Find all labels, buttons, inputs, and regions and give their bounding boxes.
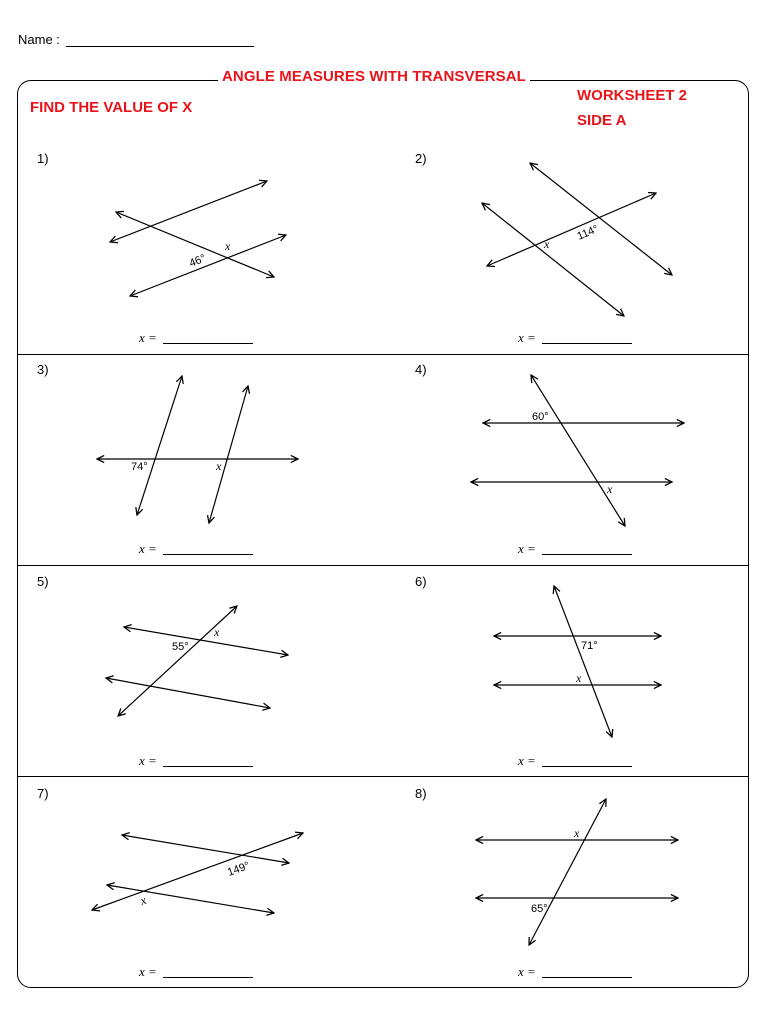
problem-8-number: 8): [415, 786, 427, 801]
answer-prefix: x =: [139, 330, 157, 345]
fig4-transversal: [531, 375, 625, 526]
fig8-unknown-label: x: [574, 826, 580, 840]
answer-prefix: x =: [518, 964, 536, 979]
fig2-transversal: [487, 193, 656, 266]
instruction-text: FIND THE VALUE OF X: [30, 99, 193, 116]
fig2-unknown-label: x: [544, 237, 550, 251]
fig5-angle-label: 55°: [172, 641, 189, 653]
fig5-parallel-line-a: [124, 627, 288, 655]
problem-6-number: 6): [415, 574, 427, 589]
fig4-angle-label: 60°: [532, 411, 549, 423]
fig7-transversal: [92, 833, 303, 910]
fig4-unknown-label: x: [607, 482, 613, 496]
worksheet-side: SIDE A: [577, 112, 627, 129]
answer-prefix: x =: [139, 964, 157, 979]
fig5-unknown-label: x: [214, 625, 220, 639]
fig8-angle-label: 65°: [531, 903, 548, 915]
problem-1-number: 1): [37, 151, 49, 166]
fig1-unknown-label: x: [225, 239, 231, 253]
problem-3-number: 3): [37, 362, 49, 377]
fig6-angle-label: 71°: [581, 640, 598, 652]
worksheet-title: ANGLE MEASURES WITH TRANSVERSAL: [218, 68, 530, 85]
fig3-unknown-label: x: [216, 459, 222, 473]
fig7-parallel-line-a: [122, 835, 289, 863]
fig5-parallel-line-b: [106, 678, 270, 708]
fig7-parallel-line-b: [107, 885, 274, 913]
fig1-parallel-line-b: [130, 235, 286, 296]
fig6-transversal: [554, 586, 612, 737]
answer-prefix: x =: [518, 753, 536, 768]
fig7-unknown-label: x: [138, 892, 149, 908]
fig3-parallel-line-a: [137, 376, 182, 515]
problem-5-number: 5): [37, 574, 49, 589]
worksheet-number: WORKSHEET 2: [577, 87, 688, 104]
answer-prefix: x =: [139, 753, 157, 768]
fig2-angle-label: 114°: [575, 223, 601, 243]
problem-7-number: 7): [37, 786, 49, 801]
fig3-parallel-line-b: [209, 386, 248, 523]
answer-prefix: x =: [518, 541, 536, 556]
problem-2-number: 2): [415, 151, 427, 166]
fig8-transversal: [529, 799, 606, 945]
fig1-angle-label: 46°: [187, 252, 208, 270]
fig5-transversal: [118, 606, 237, 716]
name-label: Name :: [18, 32, 60, 47]
fig3-angle-label: 74°: [131, 461, 148, 473]
fig7-angle-label: 149°: [225, 859, 252, 879]
fig1-parallel-line-a: [110, 181, 267, 242]
problem-4-number: 4): [415, 362, 427, 377]
fig6-unknown-label: x: [576, 671, 582, 685]
answer-prefix: x =: [518, 330, 536, 345]
answer-prefix: x =: [139, 541, 157, 556]
